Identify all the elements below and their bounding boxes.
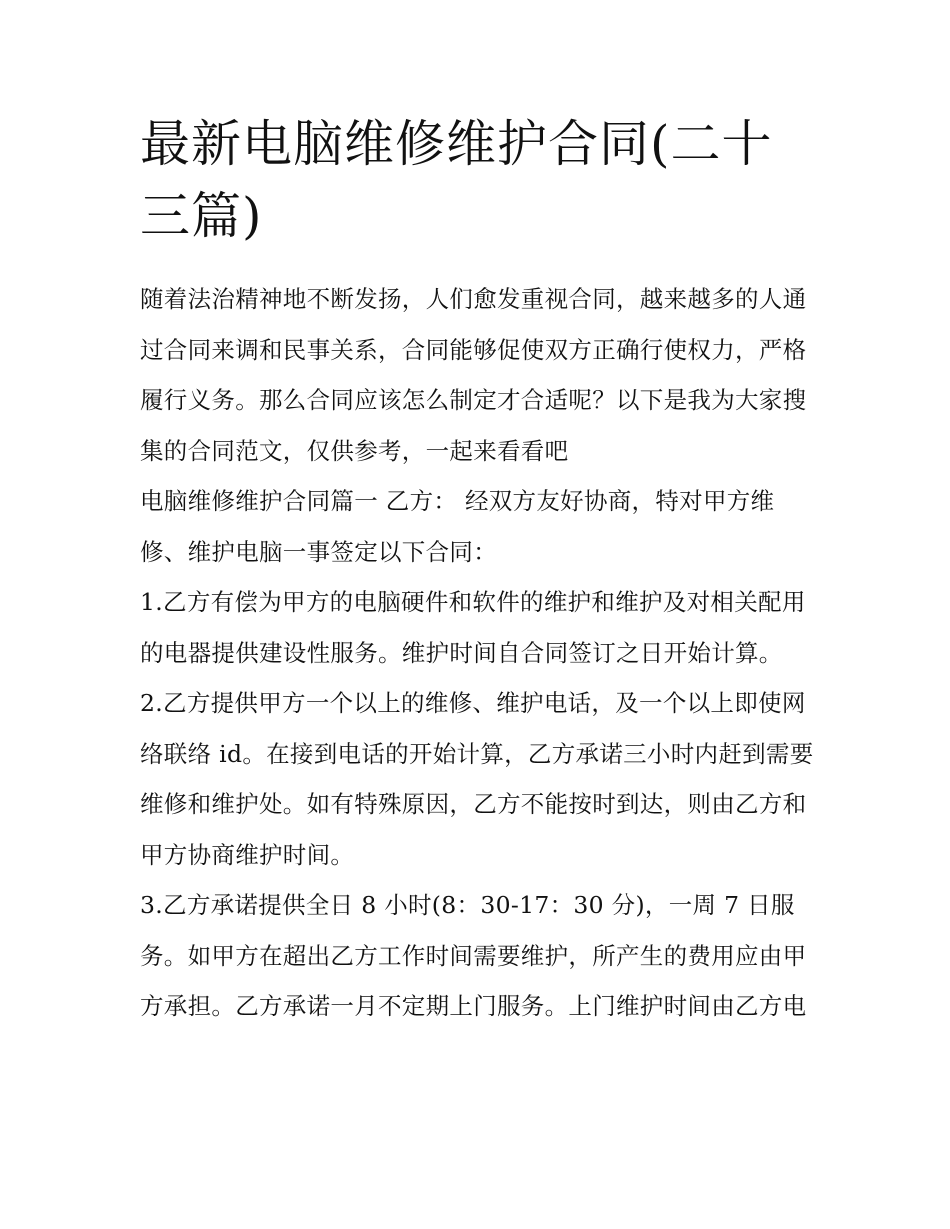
clause-2-paragraph: 2.乙方提供甲方一个以上的维修、维护电话，及一个以上即使网络联络 id。在接到电话的开始计算，乙方承诺三小时内赶到需要维修和维护处。如有特殊原因，乙方不能按时到达，则由乙方和甲方协商维护时间。 [140,689,814,869]
contract-preamble-paragraph: 电脑维修维护合同篇一 乙方： 经双方友好协商，特对甲方维修、维护电脑一事签定以下合同： [140,487,775,566]
clause-1-paragraph: 1.乙方有偿为甲方的电脑硬件和软件的维护和维护及对相关配用的电器提供建设性服务。维护时间自合同签订之日开始计算。 [140,588,806,667]
document-page [140,108,815,1032]
document-title: 最新电脑维修维护合同(二十三篇) [140,115,773,245]
intro-paragraph: 随着法治精神地不断发扬，人们愈发重视合同，越来越多的人通过合同来调和民事关系，合同能够促使双方正确行使权力，严格履行义务。那么合同应该怎么制定才合适呢？以下是我为大家搜集的合同范文，仅供参考，一起来看看吧 [140,285,807,465]
clause-3-paragraph: 3.乙方承诺提供全日 8 小时(8：30-17：30 分)，一周 7 日服务。如甲方在超出乙方工作时间需要维护，所产生的费用应由甲方承担。乙方承诺一月不定期上门服务。上门维护时间由乙方电 [140,891,807,1020]
